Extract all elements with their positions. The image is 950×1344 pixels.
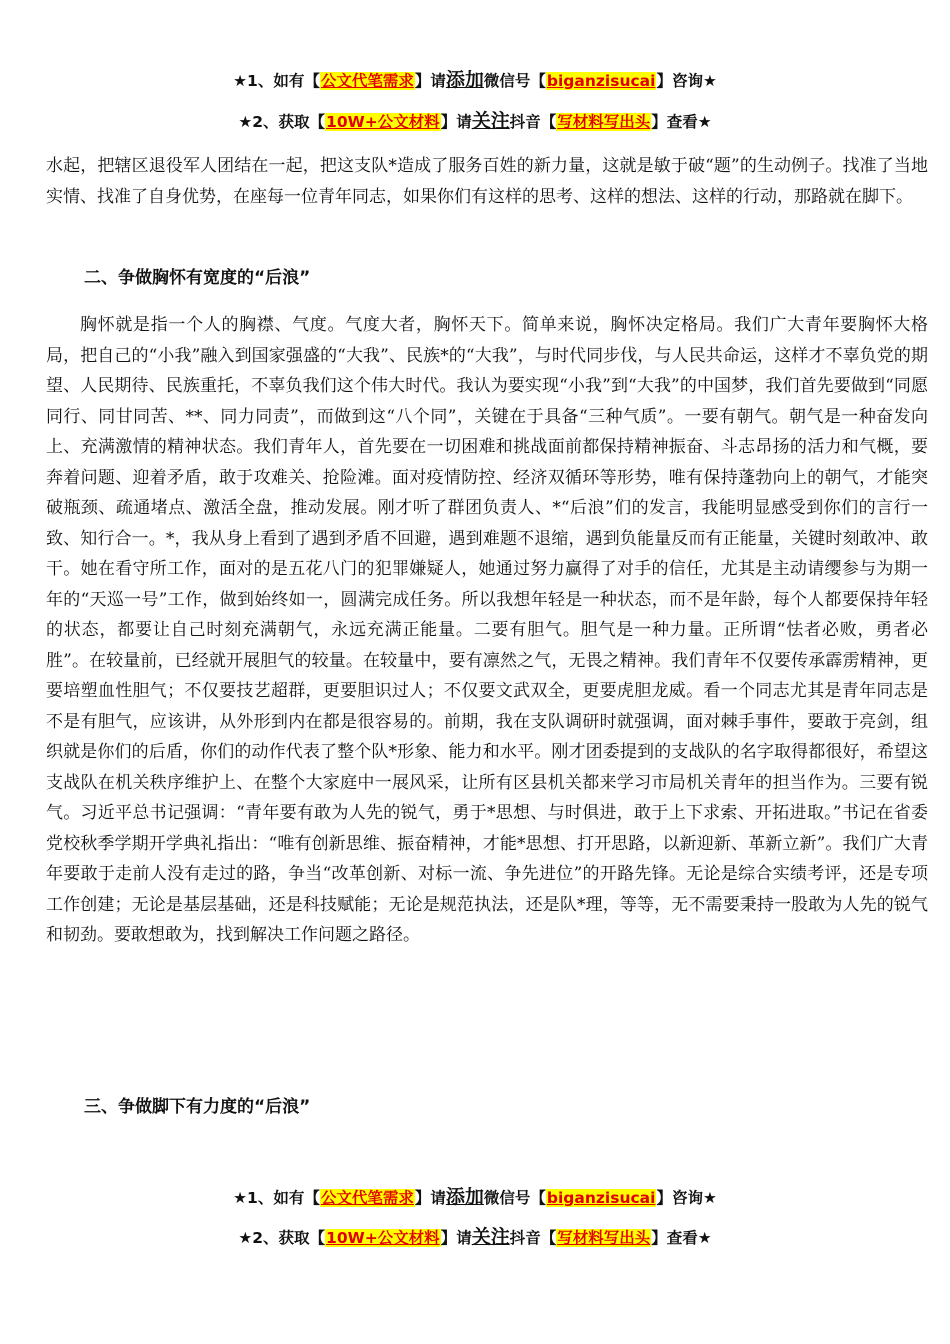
banner-emphasis: 关注: [471, 1226, 510, 1248]
banner-text: 】请: [414, 72, 446, 90]
banner-highlight: biganzisucai: [546, 1189, 656, 1207]
banner-suffix: 】查看★: [651, 113, 712, 131]
banner-highlight: 公文代笔需求: [320, 1189, 414, 1207]
promo-banner-bottom-2: [0, 1226, 950, 1249]
banner-text: 】请: [440, 1229, 472, 1247]
paragraph-section-2: 胸怀就是指一个人的胸襟、气度。气度大者，胸怀天下。简单来说，胸怀决定格局。我们广大青年要胸怀大格局，把自己的“小我”融入到国家强盛的“大我”、民族*的“大我”，与时代同步伐，与人民共命运，这样才不辜负党的期望、人民期待、民族重托，不辜负我们这个伟大时代。我认为要实现“小我”到“大我”的中国梦，我们首先要做到“同愿同行、同甘同苦、**、同力同责”，而做到这“八个同”，关键在于具备“三种气质”。一要有朝气。朝气是一种奋发向上、充满激情的精神状态。我们青年人，首先要在一切困难和挑战面前都保持精神振奋、斗志昂扬的活力和气概，要奔着问题、迎着矛盾，敢于攻难关、抢险滩。面对疫情防控、经济双循环等形势，唯有保持蓬勃向上的朝气，才能突破瓶颈、疏通堵点、激活全盘，推动发展。刚才听了群团负责人、*“后浪”们的发言，我能明显感受到你们的言行一致、知行合一。*，我从身上看到了遇到矛盾不回避，遇到难题不退缩，遇到负能量反而有正能量，关键时刻敢冲、敢干。她在看守所工作，面对的是五花八门的犯罪嫌疑人，她通过努力赢得了对手的信任，尤其是主动请缨参与为期一年的“天巡一号”工作，做到始终如一，圆满完成任务。所以我想年轻是一种状态，而不是年龄，每个人都要保持年轻的状态，都要让自己时刻充满朝气，永远充满正能量。二要有胆气。胆气是一种力量。正所谓“怯者必败，勇者必胜”。在较量前，已经就开展胆气的较量。在较量中，要有凛然之气，无畏之精神。我们青年不仅要传承霹雳精神，更要培塑血性胆气；不仅要技艺超群，更要胆识过人；不仅要文武双全，更要虎胆龙威。看一个同志尤其是青年同志是不是有胆气，应该讲，从外形到内在都是很容易的。前期，我在支队调研时就强调，面对棘手事件，要敢于亮剑，组织就是你们的后盾，你们的动作代表了整个队*形象、能力和水平。刚才团委提到的支战队的名字取得都很好，希望这支战队在机关秩序维护上、在整个大家庭中一展风采，让所有区县机关都来学习市局机关青年的担当作为。三要有锐气。习近平总书记强调：“青年要有敢为人先的锐气，勇于*思想、与时俱进，敢于上下求索、开拓进取。”书记在省委党校秋季学期开学典礼指出：“唯有创新思维、振奋精神，才能*思想、打开思路，以新迎新、革新立新”。我们广大青年要敢于走前人没有走过的路，争当“改革创新、对标一流、争先进位”的开路先锋。无论是综合实绩考评，还是专项工作创建；无论是基层基础，还是科技赋能；无论是规范执法，还是队*理，等等，无不需要秉持一股敢为人先的锐气和韧劲。要敢想敢为，找到解决工作问题之路径。: [46, 315, 928, 945]
paragraph-intro: 水起，把辖区退役军人团结在一起，把这支队*造成了服务百姓的新力量，这就是敏于破“题”的生动例子。找准了当地实情、找准了自身优势，在座每一位青年同志，如果你们有这样的思考、这样的想法、这样的行动，那路就在脚下。: [46, 156, 928, 207]
promo-banner-bottom-1: [0, 1186, 950, 1209]
banner-prefix: ★2、获取【: [238, 113, 326, 131]
banner-highlight: 公文代笔需求: [320, 72, 414, 90]
banner-prefix: ★2、获取【: [238, 1229, 326, 1247]
banner-text: 抖音【: [509, 113, 557, 131]
banner-emphasis: 添加: [445, 69, 484, 91]
banner-text: 】请: [414, 1189, 446, 1207]
banner-prefix: ★1、如有【: [233, 1189, 320, 1207]
banner-suffix: 】咨询★: [656, 1189, 717, 1207]
section-heading-2: 二、争做胸怀有宽度的“后浪”: [84, 268, 311, 288]
banner-emphasis: 添加: [445, 1186, 484, 1208]
banner-highlight: 写材料写出头: [557, 1229, 651, 1247]
banner-prefix: ★1、如有【: [233, 72, 320, 90]
banner-highlight: 写材料写出头: [557, 113, 651, 131]
banner-text: 微信号【: [483, 1189, 546, 1207]
banner-text: 抖音【: [509, 1229, 557, 1247]
banner-text: 】请: [440, 113, 472, 131]
banner-suffix: 】咨询★: [656, 72, 717, 90]
banner-text: 微信号【: [483, 72, 546, 90]
banner-highlight: biganzisucai: [546, 72, 656, 90]
promo-banner-top-1: [0, 69, 950, 92]
banner-highlight: 10W+公文材料: [326, 113, 440, 131]
promo-banner-top-2: [0, 110, 950, 133]
section-heading-3: 三、争做脚下有力度的“后浪”: [84, 1097, 311, 1117]
banner-emphasis: 关注: [471, 110, 510, 132]
banner-highlight: 10W+公文材料: [326, 1229, 440, 1247]
banner-suffix: 】查看★: [651, 1229, 712, 1247]
